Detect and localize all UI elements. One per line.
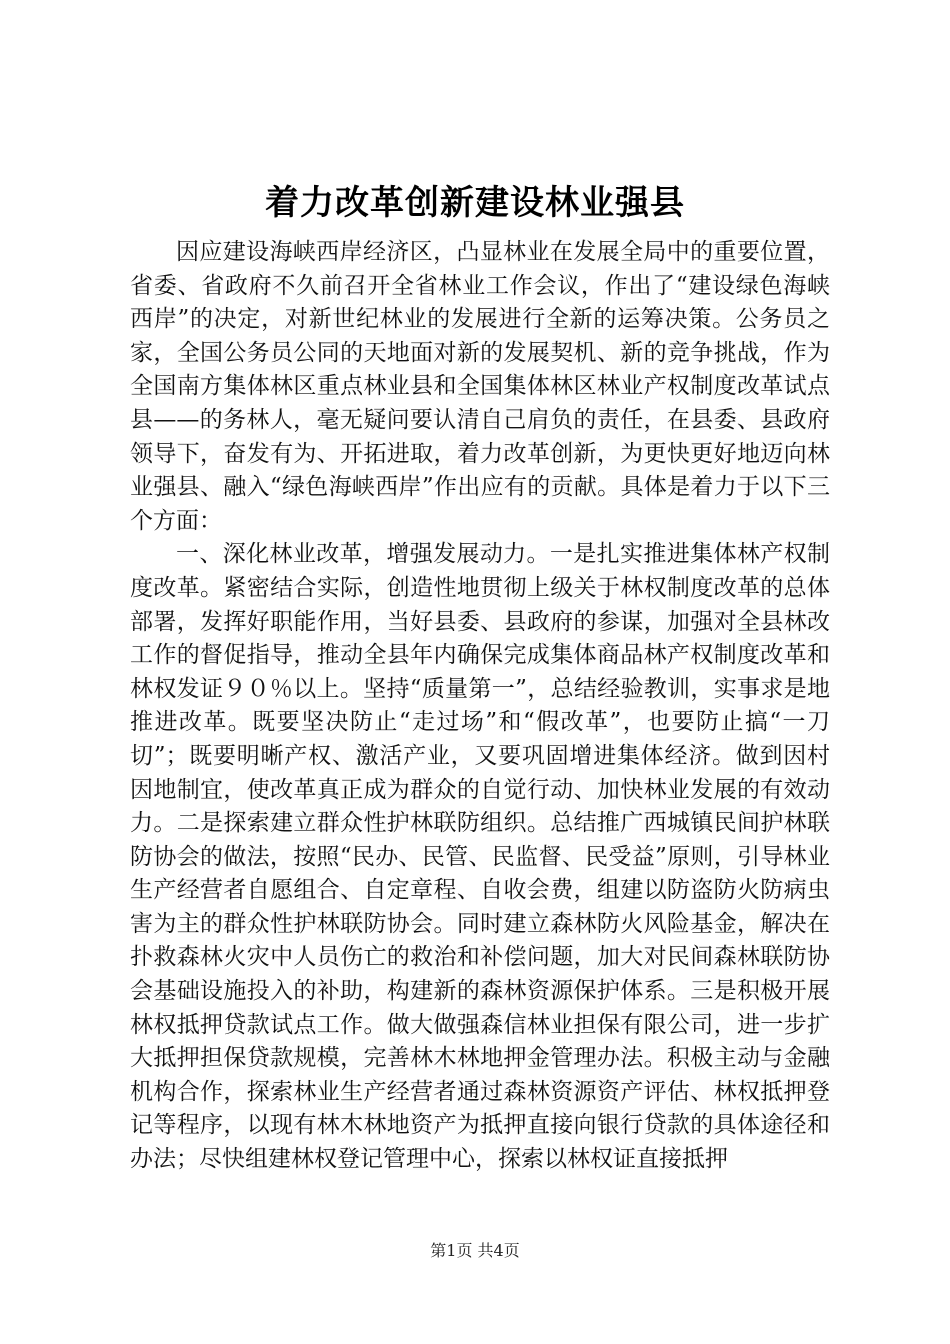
- document-body: [130, 236, 830, 1177]
- paragraph-section-one: 一、深化林业改革，增强发展动力。一是扎实推进集体林产权制度改革。紧密结合实际，创造性地贯彻上级关于林权制度改革的总体部署，发挥好职能作用，当好县委、县政府的参谋，加强对全县林改工作的督促指导，推动全县年内确保完成集体商品林产权制度改革和林权发证９０％以上。坚持“质量第一”，总结经验教训，实事求是地推进改革。既要坚决防止“走过场”和“假改革”，也要防止搞“一刀切”；既要明晰产权、激活产业，又要巩固增进集体经济。做到因村因地制宜，使改革真正成为群众的自觉行动、加快林业发展的有效动力。二是探索建立群众性护林联防组织。总结推广西城镇民间护林联防协会的做法，按照“民办、民管、民监督、民受益”原则，引导林业生产经营者自愿组合、自定章程、自收会费，组建以防盗防火防病虫害为主的群众性护林联防协会。同时建立森林防火风险基金，解决在扑救森林火灾中人员伤亡的救治和补偿问题，加大对民间森林联防协会基础设施投入的补助，构建新的森林资源保护体系。三是积极开展林权抵押贷款试点工作。做大做强森信林业担保有限公司，进一步扩大抵押担保贷款规模，完善林木林地押金管理办法。积极主动与金融机构合作，探索林业生产经营者通过森林资源资产评估、林权抵押登记等程序，以现有林木林地资产为抵押直接向银行贷款的具体途径和办法；尽快组建林权登记管理中心，探索以林权证直接抵押: [130, 541, 830, 1173]
- document-title: 着力改革创新建设林业强县: [265, 183, 685, 223]
- page-footer: 第1页 共4页: [430, 1241, 520, 1260]
- paragraph-intro: 因应建设海峡西岸经济区，凸显林业在发展全局中的重要位置，省委、省政府不久前召开全省林业工作会议，作出了“建设绿色海峡西岸”的决定，对新世纪林业的发展进行全新的运筹决策。公务员之家，全国公务员公同的天地面对新的发展契机、新的竞争挑战，作为全国南方集体林区重点林业县和全国集体林区林业产权制度改革试点县——的务林人，毫无疑问要认清自己肩负的责任，在县委、县政府领导下，奋发有为、开拓进取，着力改革创新，为更快更好地迈向林业强县、融入“绿色海峡西岸”作出应有的贡献。具体是着力于以下三个方面：: [130, 239, 830, 534]
